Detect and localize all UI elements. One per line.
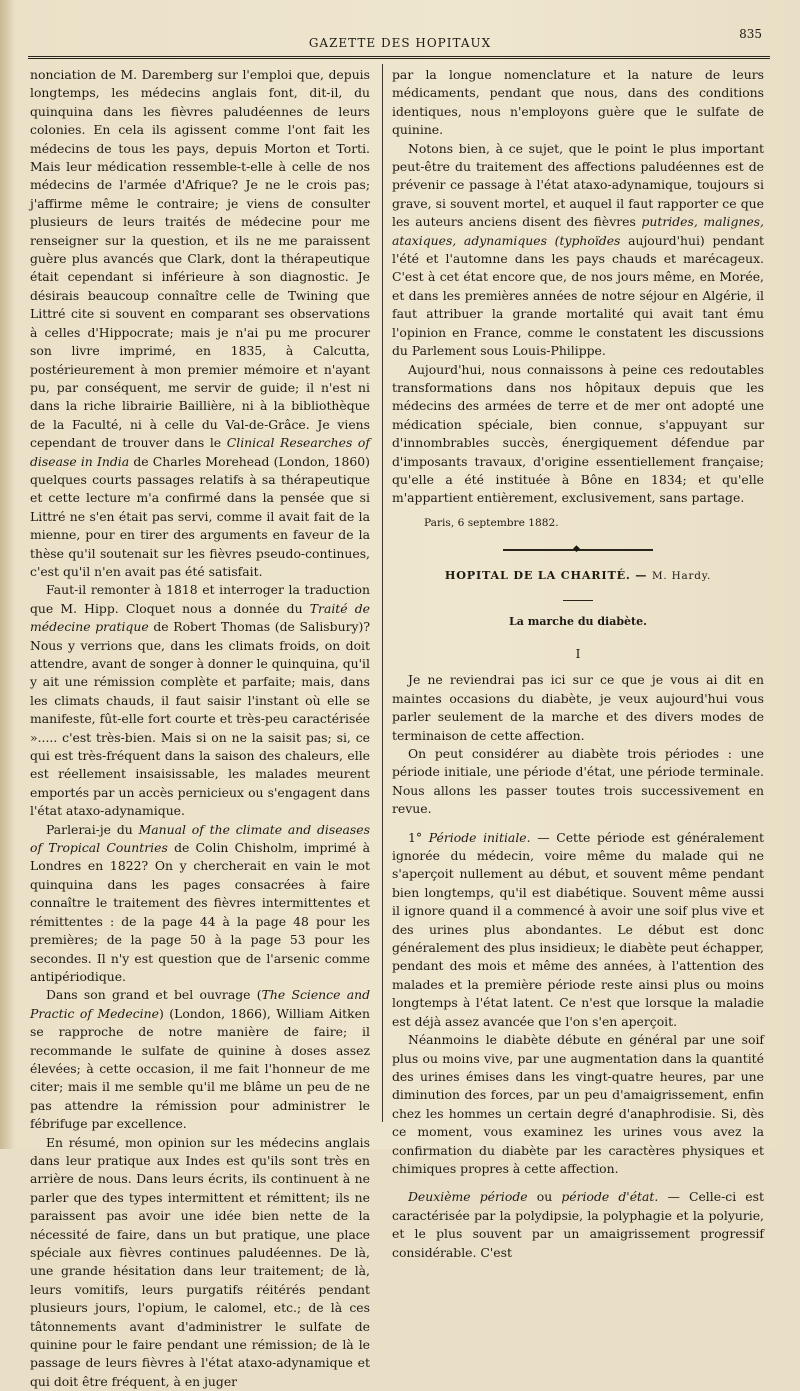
italic-title: Clinical Researches of disease in India bbox=[30, 435, 370, 469]
page-number: 835 bbox=[739, 27, 762, 41]
ornamental-divider bbox=[503, 546, 653, 554]
paragraph: On peut considérer au diabète trois périodes : une période initiale, une période d'état, une période terminale. Nous allons les passer toutes trois successivement en revue. bbox=[392, 746, 764, 817]
header-rule bbox=[28, 56, 770, 59]
paragraph: nonciation de M. Daremberg sur l'emploi que, depuis longtemps, les médecins anglais font, dit-il, du quinquina dans les fièvres paludéennes de leurs colonies. En cela ils agissent comme l'ont fait les médecins de tous les pays, depuis Morton et Torti. Mais leur médication ressemble-t-elle à celle de nos médecins de l'armée d'Afrique? Je ne le crois pas; j'affirme même le contraire; je viens de consulter plusieurs de leurs traités de médecine pour me renseigner sur la question, et ils ne me paraissent guère plus avancés que Clark, dont la thérapeutique était cependant si inférieure à son diagnostic. Je désirais beaucoup connaître celle de Twining que Littré cite si souvent en comparant ses observations à celles d'Hippocrate; mais je n'ai pu me procurer son livre imprimé, en 1835, à Calcutta, postérieurement à mon premier mémoire et n'ayant pu, par conséquent, me servir de guide; il n'est ni dans la riche librairie Baillière, ni à la bibliothèque de la Faculté, ni à celle du Val-de-Grâce. Je viens cependant de trouver dans le Clinical Researches of disease in India de Charles Morehead (London, 1860) quelques courts passages relatifs à sa thérapeutique et cette lecture m'a confirmé dans la pensée que si Littré ne s'en était pas servi, comme il avait fait de la mienne, pour en tirer des arguments en faveur de la thèse qu'il soutenait sur les fièvres pseudo-continues, c'est qu'il n'en avait pas été satisfait. bbox=[30, 67, 370, 579]
paragraph: Néanmoins le diabète débute en général par une soif plus ou moins vive, par une augmentation dans la quantité des urines émises dans les vingt-quatre heures, par une diminution des forces, par un peu d'amaigrissement, enfin chez les hommes un certain degré d'anaphrodisie. Si, dès ce moment, vous examinez les urines vous avez la confirmation du diabète par les caractères physiques et chimiques propres à cette affection. bbox=[392, 1032, 764, 1176]
paragraph: Je ne reviendrai pas ici sur ce que je vous ai dit en maintes occasions du diabète, je veux aujourd'hui vous parler seulement de la marche et des divers modes de terminaison de cette affection. bbox=[392, 672, 764, 743]
dateline: Paris, 6 septembre 1882. bbox=[424, 516, 559, 529]
ornament-icon: ◆ bbox=[573, 544, 580, 555]
section-heading: HOPITAL DE LA CHARITÉ. — M. Hardy. bbox=[444, 568, 712, 583]
paragraph: Faut-il remonter à 1818 et interroger la traduction que M. Hipp. Cloquet nous a donnée du Traité de médecine pratique de Robert Thomas (de Salisbury)? Nous y verrions que, dans les climats froids, on doit attendre, avant de songer à donner le quinquina, qu'il y ait une rémission complète et parfaite; mais, dans les climats chauds, il faut saisir l'instant où elle se manifeste, fût-elle fort courte et très-peu caractérisée »..... c'est très-bien. Mais si on ne la saisit pas; si, ce qui est très-fréquent dans la saison des chaleurs, elle est réellement insaisissable, les malades meurent emportés par un accès pernicieux ou s'engagent dans l'état ataxo-adynamique. bbox=[30, 582, 370, 819]
italic-title: Manual of the climate and diseases of Tropical Countries bbox=[30, 821, 370, 856]
author-name: M. Hardy. bbox=[651, 570, 712, 583]
section-numeral: I bbox=[575, 646, 581, 661]
paragraph: En résumé, mon opinion sur les médecins anglais dans leur pratique aux Indes est qu'ils sont très en arrière de nous. Dans leurs écrits, ils continuent à ne parler que des types intermittent et rémittent; ils ne paraissent pas avoir une idée bien nette de la nécessité de faire, dans un but pratique, une place spéciale aux fièvres continues paludéennes. De là, une grande hésitation dans leur traitement; de là, leurs vomitifs, leurs purgatifs réitérés pendant plusieurs jours, l'opium, le calomel, etc.; de là ces tâtonnements avant d'administrer le sulfate de quinine pour le faire pendant une rémission; de là le passage de leurs fièvres à l'état ataxo-adynamique et qui doit être fréquent, à en juger bbox=[30, 1134, 370, 1389]
paragraph: Parlerai-je du Manual of the climate and diseases of Tropical Countries de Colin Chisholm, imprimé à Londres en 1822? On y chercherait en vain le mot quinquina dans les pages consacrées à faire connaître le traitement des fièvres intermittentes et rémittentes : de la page 44 à la page 48 pour les premières; de la page 50 à la page 53 pour les secondes. Il n'y est question que de l'arsenic comme antipériodique. bbox=[30, 821, 370, 984]
short-rule bbox=[563, 600, 593, 601]
page-binding-edge bbox=[0, 0, 12, 1149]
paragraph: 1° Période initiale. — Cette période est généralement ignorée du médecin, voire même du malade qui ne s'aperçoit nullement au début, et souvent même pendant bien longtemps, qu'il est diabétique. Souvent même aussi il ignore quand il a commencé à avoir une soif plus vive et des urines plus abondantes. Le début est donc généralement des plus insidieux; le diabète peut échapper, pendant des mois et même des années, à l'attention des malades et la première période reste ainsi plus ou moins longtemps à l'état latent. Ce n'est que lorsque la maladie est déjà assez avancée que l'on s'en aperçoit. bbox=[392, 829, 764, 1029]
column-divider bbox=[382, 64, 383, 1122]
left-column bbox=[30, 66, 370, 1391]
paragraph: Deuxième période ou période d'état. — Celle-ci est caractérisée par la polydipsie, la polyphagie et la polyurie, et le plus souvent par un amaigrissement progressif considérable. C'est bbox=[392, 1189, 764, 1260]
paragraph: par la longue nomenclature et la nature de leurs médicaments, pendant que nous, dans des conditions identiques, nous n'employons guère que le sulfate de quinine. bbox=[392, 67, 764, 138]
paragraph: Dans son grand et bel ouvrage (The Science and Practic of Medecine) (London, 1866), William Aitken se rapproche de notre manière de faire; il recommande le sulfate de quinine à doses assez élevées; à cette occasion, il me fait l'honneur de me citer; mais il me semble qu'il me blâme un peu de ne pas attendre la rémission pour administrer le fébrifuge par excellence. bbox=[30, 987, 370, 1132]
paragraph: Aujourd'hui, nous connaissons à peine ces redoutables transformations dans nos hôpitaux depuis que les médecins des armées de terre et de mer ont adopté une médication spéciale, bien connue, s'appuyant sur d'innombrables succès, énergiquement défendue par d'imposants travaux, d'origine essentiellement française; qu'elle a été instituée à Bône en 1834; et qu'elle m'appartient entièrement, exclusivement, sans partage. bbox=[392, 361, 764, 506]
right-column bbox=[392, 66, 764, 1262]
paragraph: Notons bien, à ce sujet, que le point le plus important peut-être du traitement des affections paludéennes est de prévenir ce passage à l'état ataxo-adynamique, toujours si grave, si souvent mortel, et auquel il faut rapporter ce que les auteurs anciens disent des fièvres putrides, malignes, ataxiques, adynamiques (typhoïdes aujourd'hui) pendant l'été et l'automne dans les pays chauds et marécageux. C'est à cet état encore que, de nos jours même, en Morée, et dans les premières années de notre séjour en Algérie, il faut attribuer la grande mortalité qui avait tant ému l'opinion en France, comme le constatent les discussions du Parlement sous Louis-Philippe. bbox=[392, 140, 764, 359]
italic-title: Traité de médecine pratique bbox=[30, 600, 370, 635]
italic-title: The Science and Practic of Medecine bbox=[30, 987, 370, 1021]
lecture-title: La marche du diabète. bbox=[509, 614, 647, 628]
running-head: GAZETTE DES HOPITAUX bbox=[308, 36, 492, 50]
